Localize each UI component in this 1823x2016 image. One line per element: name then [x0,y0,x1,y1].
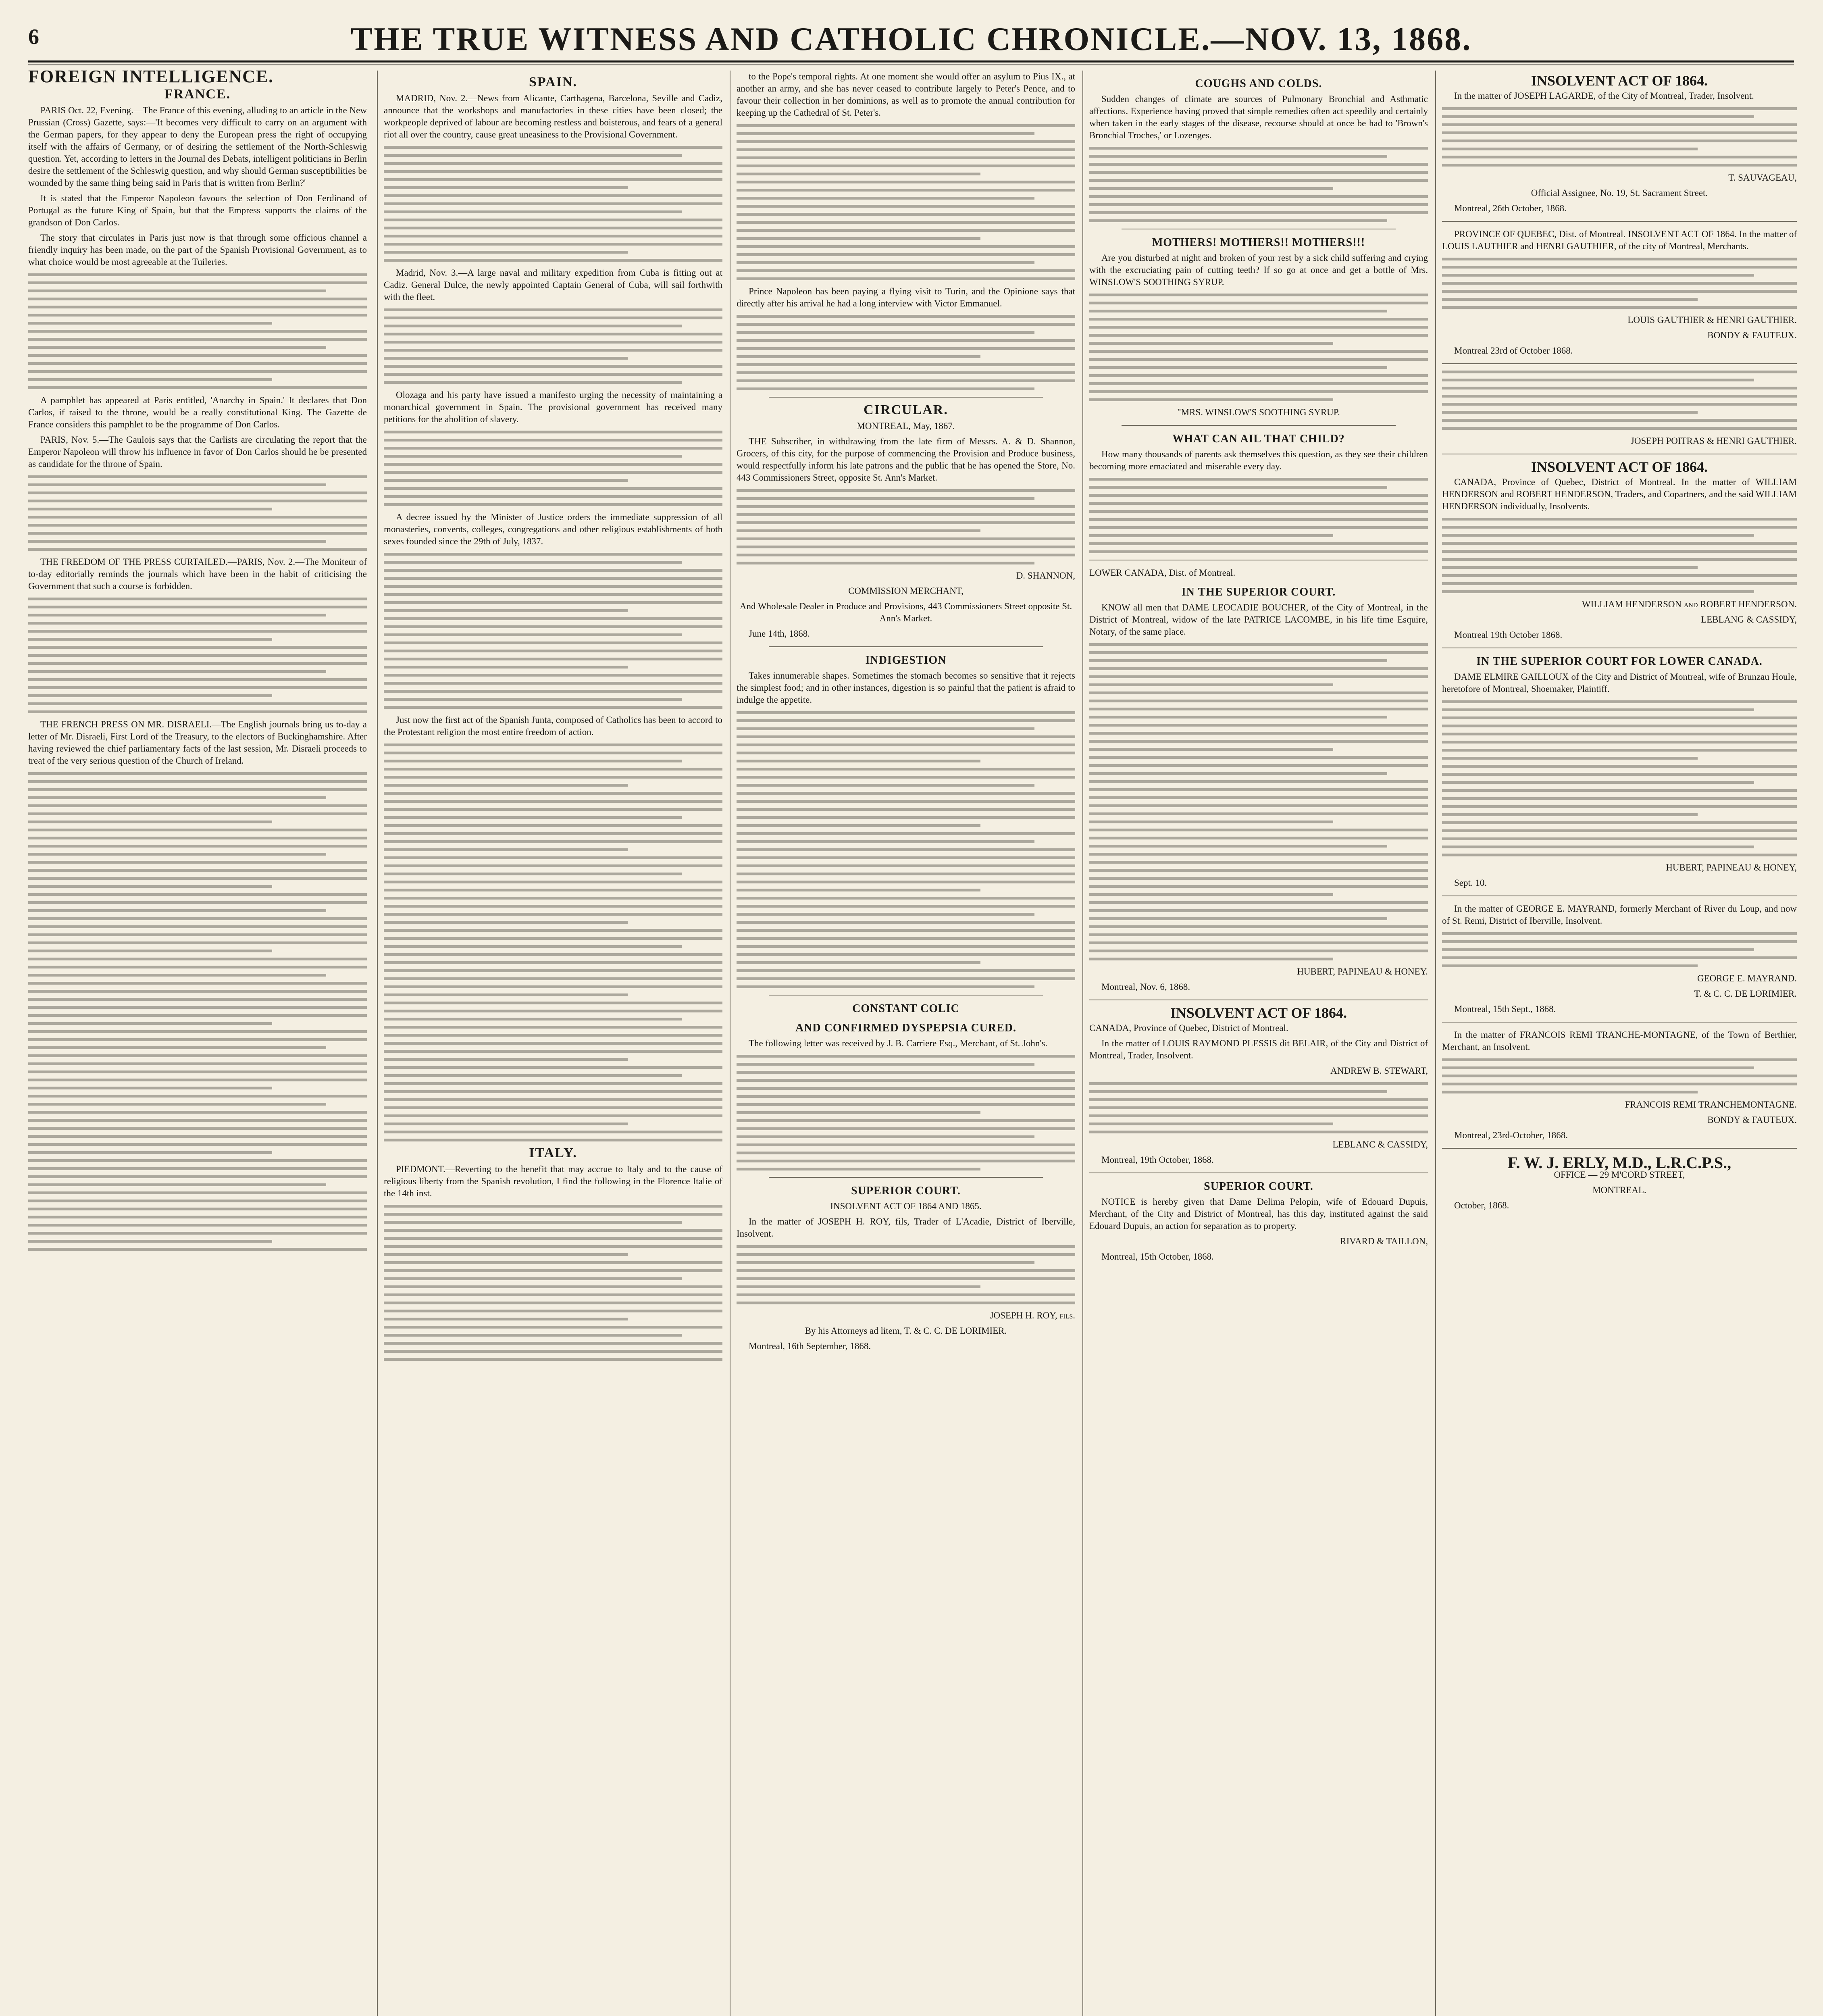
text-block [1442,932,1797,967]
lagarde-notice: In the matter of JOSEPH LAGARDE, of the City of Montreal, Trader, Insolvent. [1454,91,1754,101]
divider [1442,1148,1797,1149]
article-paragraph: Olozaga and his party have issued a manifesto urging the necessity of maintaining a monarchical government in Spain. The provisional government has received many petitions for the abolition of slavery. [384,390,722,424]
plessis-date: Montreal, 19th October, 1868. [1101,1155,1214,1165]
text-block [1089,478,1428,553]
column-3 [730,71,1075,2016]
column-2 [377,71,722,2016]
coughs-heading: COUGHS AND COLDS. [1195,77,1322,90]
gailloux-body: DAME ELMIRE GAILLOUX of the City and District of Montreal, wife of Brunzau Houle, heretofore of Montreal, Shoemaker, Plaintiff. [1442,672,1797,694]
lower-canada-line: LOWER CANADA, Dist. of Montreal. [1089,568,1236,578]
tranchemontagne-notice: In the matter of FRANCOIS REMI TRANCHE-MONTAGNE, of the Town of Berthier, Merchant, an Insolvent. [1442,1030,1797,1052]
assignee-name: ANDREW B. STEWART, [1330,1066,1428,1076]
article-paragraph: Madrid, Nov. 3.—A large naval and military expedition from Cuba is fitting out at Cadiz. General Dulce, the newly appointed Captain General of Cuba, will sail forthwith with the fleet. [384,268,722,302]
article-paragraph: PARIS, Nov. 5.—The Gaulois says that the Carlists are circulating the report that the Emperor Napoleon will throw his influence in favor of Don Carlos should he be presented as candidate for the throne of Spain. [28,435,367,469]
text-block [1089,1082,1428,1133]
text-block [1442,371,1797,430]
article-paragraph: A pamphlet has appeared at Paris entitled, 'Anarchy in Spain.' It declares that Don Carlos, if raised to the throne, would be a really constitutional King. The Gazette de France considers this pamphlet to be the programme of Don Carlos. [28,395,367,429]
text-block [1089,294,1428,401]
syrup-line: "MRS. WINSLOW'S SOOTHING SYRUP. [1177,407,1340,417]
article-paragraph: THE FREEDOM OF THE PRESS CURTAILED.—PARIS, Nov. 2.—The Moniteur of to-day editorially reminds the journals which have been in the habit of criticising the Government that such a course is forbidden. [28,557,367,591]
divider [769,1177,1043,1178]
page-number: 6 [28,25,39,49]
superior-court-heading: IN THE SUPERIOR COURT. [1181,586,1336,598]
confirmed-dyspepsia-heading: AND CONFIRMED DYSPEPSIA CURED. [795,1022,1017,1034]
text-block [384,431,722,506]
mayrand-attorneys: T. & C. C. DE LORIMIER. [1694,989,1797,999]
mothers-body: Are you disturbed at night and broken of your rest by a sick child suffering and crying with the excruciating pain of cutting teeth? If so go at once and get a bottle of Mrs. WINSLOW'S SOOTHING SYRUP. [1089,253,1428,287]
superior-court-heading: SUPERIOR COURT. [1204,1180,1313,1193]
divider [1442,363,1797,364]
lagarde-date: Montreal, 26th October, 1868. [1454,203,1567,213]
dupuis-date: Montreal, 15th October, 1868. [1101,1252,1214,1262]
henderson-signature: WILLIAM HENDERSON and ROBERT HENDERSON. [1582,599,1797,609]
text-block [28,273,367,389]
text-block [28,598,367,713]
constant-colic-heading: CONSTANT COLIC [852,1002,959,1015]
article-paragraph: THE FRENCH PRESS ON MR. DISRAELI.—The English journals bring us to-day a letter of Mr. Disraeli, First Lord of the Treasury, to the electors of Buckinghamshire. After having reviewed the chief parliamentary facts of the last session, Mr. Disraeli proceeds to treat of the very serious question of the Church of Ireland. [28,719,367,766]
circular-body: THE Subscriber, in withdrawing from the late firm of Messrs. A. & D. Shannon, Grocers, of this city, for the purpose of commencing the Provision and Produce business, would respectfully inform his late patrons and the public that he has opened the Store, No. 443 Commissioners Street, opposite St. Ann's Market. [737,436,1075,483]
gailloux-date: Sept. 10. [1454,878,1487,888]
circular-date: June 14th, 1868. [749,629,810,639]
divider [1442,221,1797,222]
text-block [737,489,1075,564]
insolvent-act-heading: INSOLVENT ACT OF 1864. [1531,73,1708,89]
roy-signature: JOSEPH H. ROY, fils. [990,1310,1075,1320]
section-heading: FOREIGN INTELLIGENCE. [28,71,274,86]
text-block [384,308,722,384]
indigestion-heading: INDIGESTION [865,654,947,666]
text-block [28,772,367,1251]
child-body: How many thousands of parents ask themselves this question, as they see their children becoming more emaciated and miserable every day. [1089,449,1428,471]
boucher-body: KNOW all men that DAME LEOCADIE BOUCHER, of the City of Montreal, in the District of Montreal, widow of the late PATRICE LACOMBE, in his life time Esquire, Notary, of the same place. [1089,602,1428,637]
divider [769,646,1043,647]
gauthier-notice: PROVINCE OF QUEBEC, Dist. of Montreal. INSOLVENT ACT OF 1864. In the matter of LOUIS LAUTHIER and HENRI GAUTHIER, of the city of Montreal, Merchants. [1442,229,1797,251]
superior-court-heading: IN THE SUPERIOR COURT FOR LOWER CANADA. [1476,655,1763,668]
plessis-notice: In the matter of LOUIS RAYMOND PLESSIS dit BELAIR, of the City and District of Montreal, Trader, Insolvent. [1089,1038,1428,1060]
dupuis-body: NOTICE is hereby given that Dame Delima Pelopin, wife of Edouard Dupuis, Merchant, of the City and District of Montreal, has this day, instituted against the said Edouard Dupuis, an action for separation as to property. [1089,1197,1428,1231]
circular-dateline: MONTREAL, May, 1867. [857,421,955,431]
henderson-attorneys: LEBLANG & CASSIDY, [1701,614,1797,625]
masthead [28,16,1794,62]
text-block [1442,258,1797,309]
text-block [384,553,722,709]
divider [1122,425,1396,426]
italy-heading: ITALY. [529,1145,577,1160]
article-paragraph: PIEDMONT.—Reverting to the benefit that may accrue to Italy and to the cause of religious liberty from the Spanish revolution, I find the following in the Florence Italie of the 14th inst. [384,1164,722,1198]
mayrand-notice: In the matter of GEORGE E. MAYRAND, formerly Merchant of River du Loup, and now of St. Remi, District of Iberville, Insolvent. [1442,904,1797,926]
article-paragraph: A decree issued by the Minister of Justice orders the immediate suppression of all monasteries, convents, colleges, congregations and other religious establishments of both sexes founded since the 29th of July, 1837. [384,512,722,546]
text-block [737,1055,1075,1170]
text-block [1089,147,1428,222]
mayrand-date: Montreal, 15th Sept., 1868. [1454,1004,1556,1014]
text-block [28,475,367,551]
article-paragraph: MADRID, Nov. 2.—News from Alicante, Carthagena, Barcelona, Seville and Cadiz, announce that the workshops and manufactories in these cities have been closed; the workpeople deprived of labour are becoming restless and boisterous, and fears of a general riot all over the country, cause great uneasiness to the Provisional Government. [384,93,722,140]
roy-attorneys: By his Attorneys ad litem, T. & C. C. DE LORIMIER. [805,1326,1007,1336]
article-paragraph: to the Pope's temporal rights. At one moment she would offer an asylum to Pius IX., at another an army, and she has never ceased to contribute largely to Peter's Pence, and to favour their collection in her dominions, as well as to promote the annual contribution for keeping up the Cathedral of St. Peter's. [737,71,1075,118]
canada-line: CANADA, Province of Quebec, District of Montreal. [1089,1023,1288,1033]
text-block [1089,643,1428,960]
spain-heading: SPAIN. [529,75,577,90]
france-heading: FRANCE. [164,87,231,102]
text-block [1442,107,1797,167]
indigestion-body: Takes innumerable shapes. Sometimes the stomach becomes so sensitive that it rejects the simplest food; and in other instances, digestion is so painful that the patient is afraid to indulge the appetite. [737,671,1075,705]
text-block [384,1205,722,1361]
mothers-heading: MOTHERS! MOTHERS!! MOTHERS!!! [1152,236,1365,249]
text-block [737,315,1075,390]
dupuis-signature: RIVARD & TAILLON, [1340,1236,1428,1246]
insolvent-act-line: INSOLVENT ACT OF 1864 AND 1865. [830,1201,982,1211]
erly-city: MONTREAL. [1592,1185,1646,1195]
text-block [1442,700,1797,856]
lagarde-signature: T. SAUVAGEAU, [1728,173,1797,183]
text-block [384,744,722,1141]
superior-court-heading: SUPERIOR COURT. [851,1185,961,1197]
divider [769,397,1043,398]
gauthier-attorneys: BONDY & FAUTEUX. [1707,330,1797,340]
text-block [1442,518,1797,593]
article-paragraph: It is stated that the Emperor Napoleon favours the selection of Don Ferdinand of Portugal as the future King of Spain, but that the Empress supports the claims of the grandson of Don Carlos. [28,193,367,227]
lagarde-role: Official Assignee, No. 19, St. Sacrament Street. [1531,188,1708,198]
circular-role: COMMISSION MERCHANT, [848,586,964,596]
circular-signature: D. SHANNON, [1016,571,1075,581]
circular-heading: CIRCULAR. [864,402,948,417]
poitras-signature: JOSEPH POITRAS & HENRI GAUTHIER. [1630,436,1797,446]
plessis-signature: LEBLANC & CASSIDY, [1332,1139,1428,1150]
tranchemontagne-attorneys: BONDY & FAUTEUX. [1707,1115,1797,1125]
article-paragraph: Just now the first act of the Spanish Junta, composed of Catholics has been to accord to the Protestant religion the most entire freedom of action. [384,715,722,737]
divider [769,995,1043,996]
insolvent-act-heading: INSOLVENT ACT OF 1864. [1170,1005,1347,1021]
text-block [1442,1058,1797,1093]
article-paragraph: PARIS Oct. 22, Evening.—The France of this evening, alluding to an article in the New Prussian (Cross) Gazette, says:—'It becomes very difficult to carry on an argument with the German papers, for they appear to deny the European press the right of occupying itself with the affairs of Germany, or of desiring the settlement of the North-Schleswig question. Yet, according to letters in the Journal des Debats, intelligent politicians in Berlin desire the settlement of the Schleswig question, and why should German susceptibilities be wounded by the same thing being said in Paris that is written from Berlin?' [28,105,367,188]
dyspepsia-body: The following letter was received by J. B. Carriere Esq., Merchant, of St. John's. [749,1038,1048,1048]
erly-card-name: F. W. J. ERLY, M.D., L.R.C.P.S., [1507,1154,1731,1172]
article-paragraph: Prince Napoleon has been paying a flying visit to Turin, and the Opinione says that directly after his arrival he had a long interview with Victor Emmanuel. [737,286,1075,308]
coughs-body: Sudden changes of climate are sources of Pulmonary Bronchial and Asthmatic affections. Experience having proved that simple remedies often act speedily and certainly when taken in the early stages of the disease, recourse should at once be had to 'Brown's Bronchial Troches,' or Lozenges. [1089,94,1428,140]
gauthier-signature: LOUIS GAUTHIER & HENRI GAUTHIER. [1627,315,1797,325]
child-heading: WHAT CAN AIL THAT CHILD? [1172,433,1345,445]
henderson-date: Montreal 19th October 1868. [1454,630,1563,640]
column-4 [1082,71,1428,2016]
text-block [737,711,1075,988]
insolvent-act-heading: INSOLVENT ACT OF 1864. [1531,459,1708,475]
roy-notice: In the matter of JOSEPH H. ROY, fils, Trader of L'Acadie, District of Iberville, Insolvent. [737,1216,1075,1239]
gailloux-signature: HUBERT, PAPINEAU & HONEY, [1666,862,1797,873]
text-block [737,1245,1075,1304]
text-block [737,124,1075,280]
tranchemontagne-date: Montreal, 23rd-October, 1868. [1454,1130,1568,1140]
boucher-date: Montreal, Nov. 6, 1868. [1101,982,1190,992]
gauthier-date: Montreal 23rd of October 1868. [1454,346,1573,356]
column-5 [1435,71,1797,2016]
erly-office: OFFICE — 29 M'CORD STREET, [1554,1170,1685,1180]
column-1 [28,71,367,2016]
roy-date: Montreal, 16th September, 1868. [749,1341,871,1351]
mayrand-signature: GEORGE E. MAYRAND. [1697,973,1797,983]
circular-address: And Wholesale Dealer in Produce and Provisions, 443 Commissioners Street opposite St. Ann's Market. [739,601,1072,623]
erly-date: October, 1868. [1454,1200,1509,1210]
tranchemontagne-signature: FRANCOIS REMI TRANCHEMONTAGNE. [1625,1100,1797,1110]
henderson-notice: CANADA, Province of Quebec, District of Montreal. In the matter of WILLIAM HENDERSON and ROBERT HENDERSON, Traders, and Copartners, and the said WILLIAM HENDERSON individually, Insolvents. [1442,477,1797,511]
divider [1442,1022,1797,1023]
boucher-signature: HUBERT, PAPINEAU & HONEY. [1297,966,1428,977]
text-block [384,146,722,262]
masthead-title: THE TRUE WITNESS AND CATHOLIC CHRONICLE.—NOV. 13, 1868. [350,21,1472,57]
article-paragraph: The story that circulates in Paris just now is that through some officious channel a friendly inquiry has been made, on the part of the Spanish Provisional Government, as to what choice would be most agreeable at the Tuileries. [28,233,367,267]
